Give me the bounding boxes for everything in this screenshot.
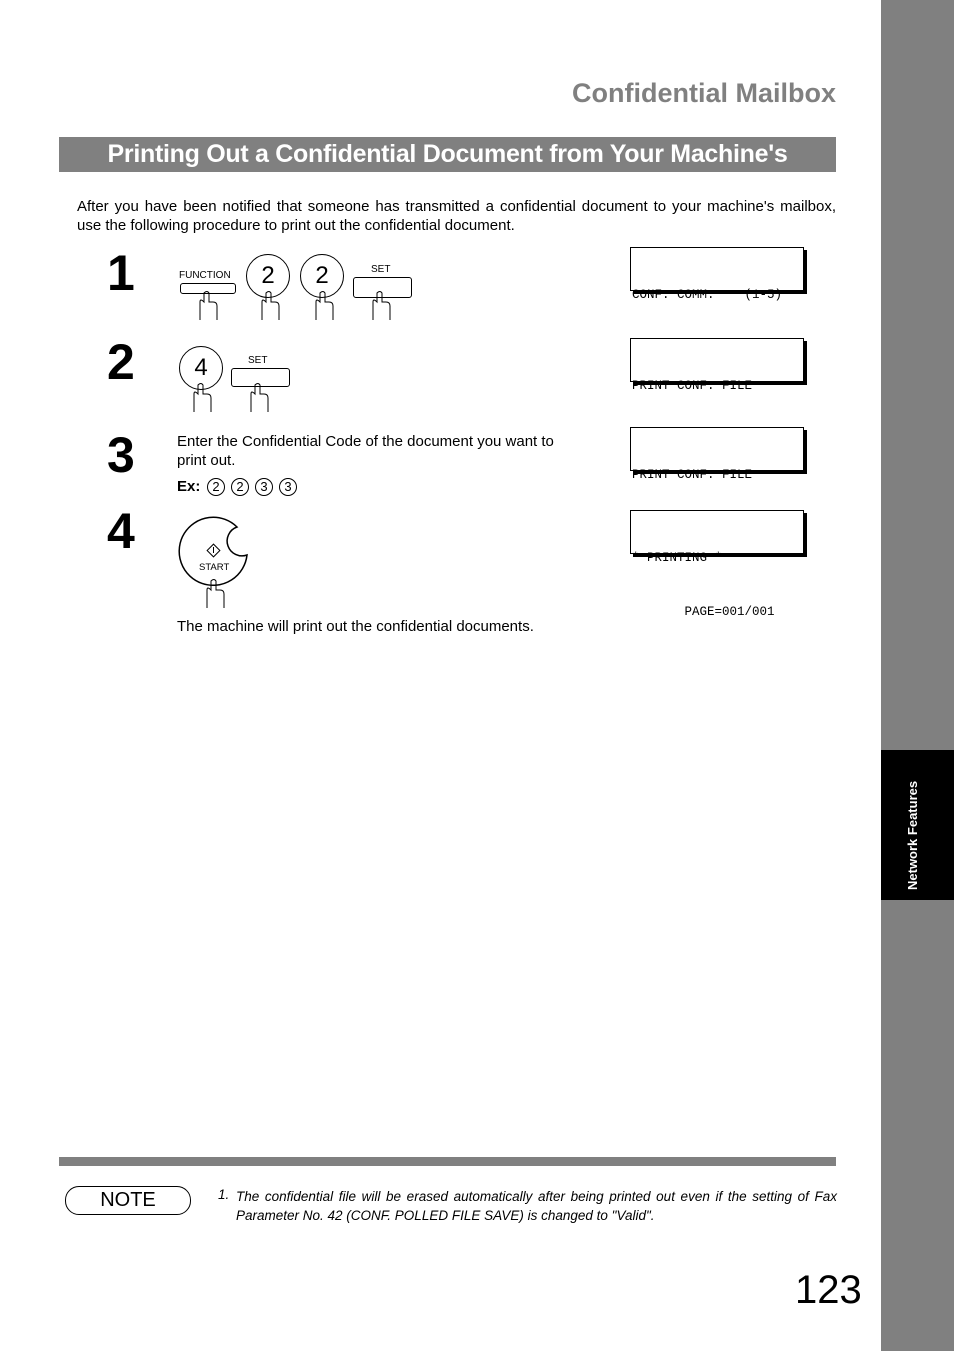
- finger-press-icon: [188, 382, 216, 414]
- set-key-label: SET: [248, 355, 268, 366]
- example-digit: 2: [207, 478, 225, 496]
- note-divider: [59, 1157, 836, 1166]
- finger-press-icon: [310, 290, 338, 322]
- lcd-display-step-3: [630, 427, 804, 482]
- lcd-line-1: * PRINTING *: [632, 551, 723, 565]
- example-digit: 3: [255, 478, 273, 496]
- section-title: Printing Out a Confidential Document from Your Machine's Mailbox: [59, 137, 836, 172]
- step-1-number: 1: [107, 245, 135, 301]
- lcd-line-1: CONF. COMM. (1-5): [632, 288, 783, 302]
- finger-press-icon: [245, 382, 273, 414]
- step-3-number: 3: [107, 427, 135, 483]
- page-number: 123: [795, 1268, 862, 1312]
- set-key-label: SET: [371, 264, 391, 275]
- finger-press-icon: [201, 578, 229, 610]
- function-key-label: FUNCTION: [179, 270, 231, 281]
- start-key-label: START: [199, 562, 230, 573]
- step-3-instruction: Enter the Confidential Code of the document you want to print out.: [177, 433, 554, 469]
- finger-press-icon: [194, 290, 222, 322]
- lcd-display-step-1: [630, 247, 804, 302]
- example-label: Ex:: [177, 478, 201, 495]
- lcd-line-1: PRINT CONF. FILE: [632, 468, 753, 482]
- step-4-number: 4: [107, 503, 135, 559]
- example-digit: 3: [279, 478, 297, 496]
- lcd-display-step-4: [630, 510, 804, 619]
- step-2-number: 2: [107, 334, 135, 390]
- note-item-text: The confidential file will be erased automatically after being printed out even if the setting of Fax Parameter No. 42 (CONF. POLLED FILE SAVE) is changed to "Valid".: [236, 1189, 837, 1223]
- lcd-display-step-2: [630, 338, 804, 393]
- note-label: NOTE: [65, 1186, 191, 1215]
- note-item-number: 1.: [218, 1187, 230, 1202]
- intro-paragraph: After you have been notified that someone has transmitted a confidential document to your machine's mailbox, use the following procedure to print out the confidential document.: [77, 198, 836, 234]
- digit-4-key[interactable]: 4: [179, 346, 223, 390]
- finger-press-icon: [367, 290, 395, 322]
- digit-2-key[interactable]: 2: [246, 254, 290, 298]
- finger-press-icon: [256, 290, 284, 322]
- side-tab-label: Network Features: [905, 780, 920, 890]
- side-strip: [881, 0, 954, 1351]
- lcd-line-2: PAGE=001/001: [632, 605, 775, 619]
- chapter-title: Confidential Mailbox: [571, 78, 836, 108]
- step-4-result: The machine will print out the confidential documents.: [177, 618, 534, 635]
- lcd-line-1: PRINT CONF. FILE: [632, 379, 753, 393]
- example-digit: 2: [231, 478, 249, 496]
- digit-2-key[interactable]: 2: [300, 254, 344, 298]
